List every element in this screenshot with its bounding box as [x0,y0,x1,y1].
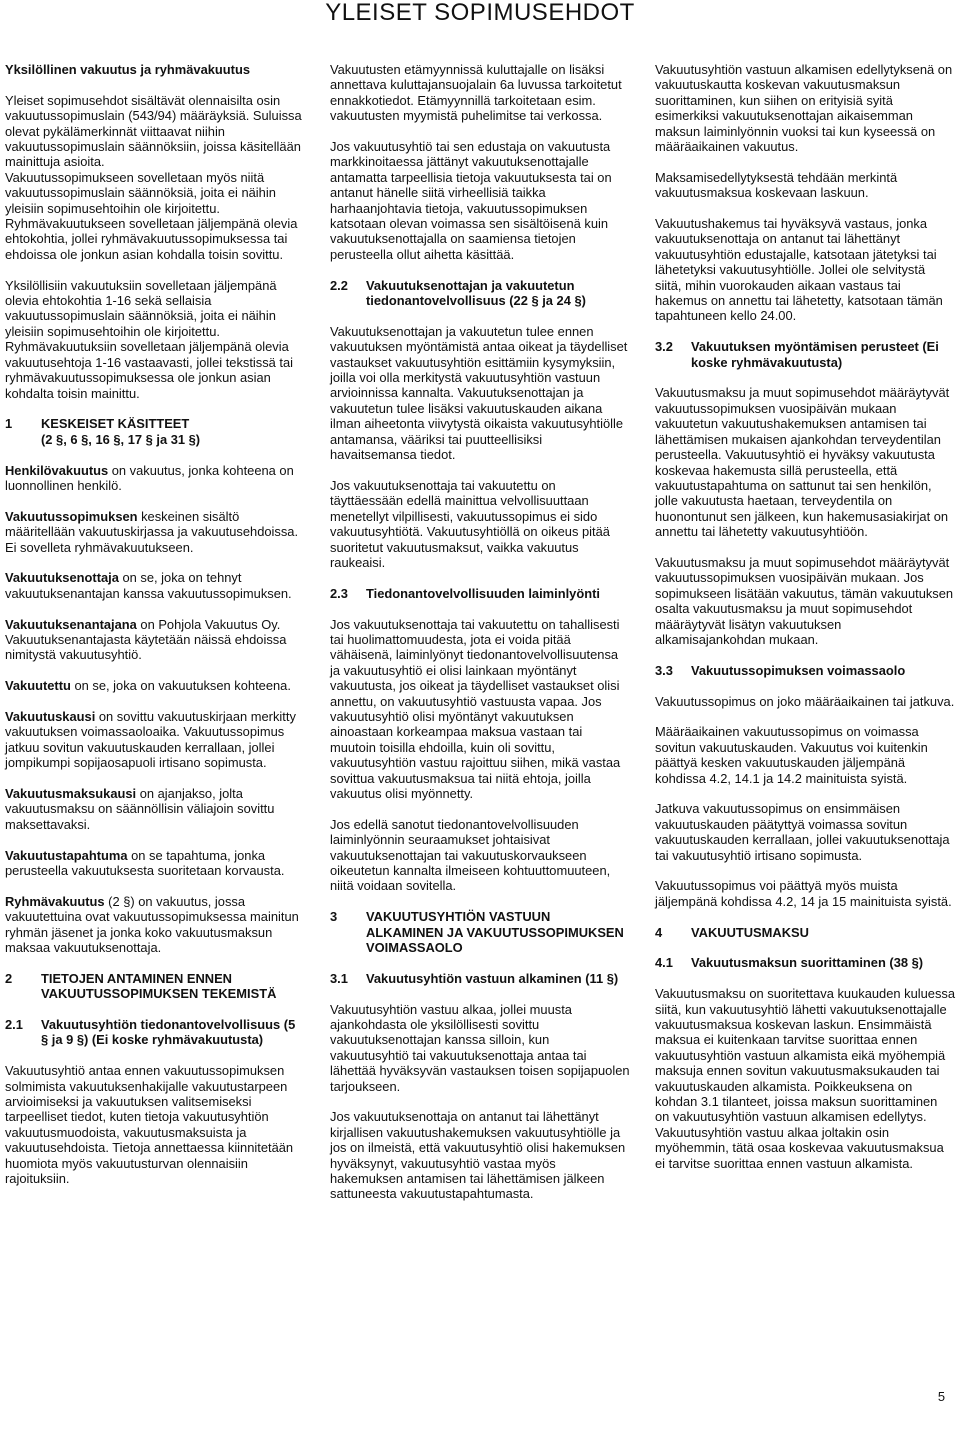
paragraph: Jatkuva vakuutussopimus on ensimmäisen vakuutuskauden päätyttyä voimassa sovitun vakuutuskauden kerrallaan, jollei vakuutuksenottaja tai vakuutusyhtiö irtisano sopimusta. [655,801,950,863]
section-heading-3-2: 3.2 Vakuutuksen myöntämisen perusteet (Ei koske ryhmävakuutusta) [655,339,939,370]
section-heading-2-1: 2.1 Vakuutusyhtiön tiedonantovelvollisuus (5 § ja 9 §) (Ei koske ryhmävakuutusta) [5,1016,296,1048]
paragraph: Jos vakuutuksenottaja tai vakuutettu on tahallisesti tai huolimattomuudesta, jota ei voida pitää vähäisenä, laiminlyönyt tiedonantovelvollisuutensa ja vakuutusyhtiö ei olisi lainkaan myöntänyt vakuutusta, jos oikeat ja täydelliset vastaukset olisi annettu, on vakuutusyhtiö vastuusta vapaa. Jos vakuutusyhtiö olisi myöntänyt vakuutuksen ainoastaan korkeampaa maksua vastaan tai muutoin toisilla ehdoilla, kuin oli sovittu, vakuutusyhtiön vastuu rajoittuu siihen, mikä vastaa sovittua vakuutusmaksua tai niitä ehtoja, joilla vakuutus olisi myönnetty. [330,616,621,801]
section-heading-intro: Yksilöllinen vakuutus ja ryhmävakuutus [5,62,251,77]
section-heading-3-3: 3.3 Vakuutussopimuksen voimassaolo [655,662,906,678]
section-heading-1: 1 KESKEISET KÄSITTEET (2 §, 6 §, 16 §, 17 § ja 31 §) [5,416,201,447]
paragraph: Vakuutusmaksu ja muut sopimusehdot määräytyvät vakuutussopimuksen vuosipäivän mukaan vakuutetun vakuutushakemuksen antamisen tai lähettämisen mukaisen ajankohdan terveydentilan perusteella. Vakuutusyhtiö ei hyväksy vakuutusta koskevaa hakemusta sillä perusteella, että vakuutustapahtuma on sattunut tai sen henkilön, jolle vakuutusta haetaan, terveydentila on huonontunut sen jälkeen, kun hakemusasiakirjat on annettu tai lähetetty vakuutusyhtiöön. [655,385,950,540]
definition: Vakuutuskausi on sovittu vakuutuskirjaan merkitty vakuutuksen voimassaoloaika. Vakuutussopimus jatkuu sovitun vakuutuskauden kerrallaan, jollei jompikumpi sopijaosapuoli irtisano sopimusta. [5,708,296,771]
paragraph: Vakuutuksenottajan ja vakuutetun tulee ennen vakuutuksen myöntämistä antaa oikeat ja täydelliset vastaukset vakuutusyhtiön esittämiin kysymyksiin, joilla voi olla merkitystä vakuutusyhtiön vastuun arvioinnissa kannalta. Vakuutuksenottajan ja vakuutetun tulee lisäksi vakuutuskauden aikana ilman aiheetonta viivytystä oikaista vakuutusyhtiölle antamansa, vääriksi tai puutteellisiksi havaitsemansa tiedot. [330,323,628,463]
section-heading-4: 4 VAKUUTUSMAKSU [655,924,809,940]
column-1 [5,62,305,1202]
section-heading-3: 3 VAKUUTUSYHTIÖN VASTUUN ALKAMINEN JA VAKUUTUSSOPIMUKSEN VOIMASSAOLO [330,909,624,956]
section-heading-2-3: 2.3 Tiedonantovelvollisuuden laiminlyönti [330,585,600,601]
section-heading-3-1: 3.1 Vakuutusyhtiön vastuun alkaminen (11 §) [330,970,619,986]
definition: Vakuutuksenottaja on se, joka on tehnyt vakuutuksenantajan kanssa vakuutussopimuksen. [5,570,292,601]
paragraph: Maksamisedellytyksestä tehdään merkintä vakuutusmaksua koskevaan laskuun. [655,169,898,201]
paragraph: Vakuutusmaksu on suoritettava kuukauden kuluessa siitä, kun vakuutusyhtiö lähetti vakuutuksenottajalle vakuutusmaksua koskevan laskun. Ensimmäistä maksua ei kuitenkaan tarvitse suorittaa ennen vakuutusyhtiön vastuun alkamista eikä myöhempiä maksuja ennen sovitun vakuutusmaksukauden tai vakuutuskauden alkamista. Poikkeuksena on kohdan 3.1 tilanteet, joissa maksun suorittaminen on vakuutusyhtiön vastuun alkamisen edellytys. Vakuutusyhtiön vastuu alkaa joltakin osin myöhemmin, tätä osaa koskevaa vakuutusmaksua ei tarvitse suorittaa ennen vastuun alkamista. [655,986,956,1171]
column-3 [655,62,955,1186]
section-heading-2: 2 TIETOJEN ANTAMINEN ENNEN VAKUUTUSSOPIMUKSEN TEKEMISTÄ [5,970,277,1002]
definition: Vakuutettu on se, joka on vakuutuksen kohteena. [5,678,291,694]
paragraph: Ryhmävakuutukseen sovelletaan jäljempänä olevia ehtokohtia, jollei ryhmävakuutussopimuksessa tai ehdoissa ole jonkun asian kohdalla toisin sovittu. [5,216,298,262]
definition: Henkilövakuutus on vakuutus, jonka kohteena on luonnollinen henkilö. [5,462,294,493]
section-heading-4-1: 4.1 Vakuutusmaksun suorittaminen (38 §) [655,955,924,971]
definition: Vakuutussopimuksen keskeinen sisältö määritellään vakuutuskirjassa ja vakuutusehdoissa. Ei sovelleta ryhmävakuutukseen. [5,508,299,555]
page-number: 5 [937,1389,945,1404]
paragraph: Vakuutussopimus voi päättyä myös muista jäljempänä kohdissa 4.2, 14 ja 15 mainituista syistä. [655,878,952,909]
paragraph: Vakuutusyhtiö antaa ennen vakuutussopimuksen solmimista vakuutuksenhakijalle vakuutustarpeen arvioimiseksi ja vakuutuksen valitsemiseksi tarpeelliset tiedot, kuten tietoja vakuutusyhtiön vakuutusmuodoista, vakuutusmaksuista ja vakuutusehdoista. Tietoja annettaessa kiinnitetään huomiota myös vakuutusturvan olennaisiin rajoituksiin. [5,1063,294,1187]
paragraph: Jos vakuutuksenottaja on antanut tai lähettänyt kirjallisen vakuutushakemuksen vakuutusyhtiölle ja jos on ilmeistä, että vakuutusyhtiö olisi hakemuksen hyväksynyt, vakuutusyhtiö vastaa myös hakemuksen antamisen tai lähettämisen jälkeen sattuneesta vakuutustapahtumasta. [330,1109,626,1202]
paragraph: Jos vakuutuksenottaja tai vakuutettu on täyttäessään edellä mainittua velvollisuuttaan menetellyt vilpillisesti, vakuutussopimus ei sido vakuutusyhtiötä. Vakuutusyhtiöllä on oikeus pitää suoritetut vakuutusmaksut, vaikka vakuutus raukeaisi. [330,477,610,570]
definition: Vakuutuksenantajana on Pohjola Vakuutus Oy. Vakuutuksenantajasta käytetään näissä ehdoissa nimitystä vakuutusyhtiö. [5,616,287,663]
section-heading-2-2: 2.2 Vakuutuksenottajan ja vakuutetun tiedonantovelvollisuus (22 § ja 24 §) [330,277,586,309]
paragraph: Jos edellä sanotut tiedonantovelvollisuuden laiminlyönnin seuraamukset johtaisivat vakuutuksenottajan tai vakuutuskorvaukseen oikeutetun kannalta ilmeiseen kohtuuttomuuteen, niitä voidaan sovitella. [330,816,611,894]
paragraph: Määräaikainen vakuutussopimus on voimassa sovitun vakuutuskauden. Vakuutus voi kuitenkin päättyä kesken vakuutuskauden jäljempänä kohdissa 4.2, 14.1 ja 14.2 mainituista syistä. [655,724,928,786]
page-title: YLEISET SOPIMUSEHDOT [325,0,635,26]
paragraph: Yksilöllisiin vakuutuksiin sovelletaan jäljempänä olevia ehtokohtia 1-16 sekä sellaisia vakuutussopimuslain säännöksiä, joita ei näihin yleisiin sopimusehtoihin ole kirjoitettu. [5,277,277,339]
paragraph: Vakuutusten etämyynnissä kuluttajalle on lisäksi annettava kuluttajansuojalain 6a luvussa tarkoitetut ennakkotiedot. Etämyynnillä tarkoitetaan esim. vakuutusten myymistä puhelimitse tai verkossa. [330,62,622,124]
paragraph: Vakuutushakemus tai hyväksyvä vastaus, jonka vakuutuksenottaja on antanut tai lähettänyt vakuutusyhtiön edustajalle, katsotaan jätetyksi tai lähetetyksi vakuutusyhtiölle. Jollei ole selvitystä siitä, mihin vuorokauden aikaan vastaus tai hakemus on annettu tai lähetetty, katsotaan tämän tapahtuneen kello 24.00. [655,216,943,324]
paragraph: Vakuutusyhtiön vastuun alkamisen edellytyksenä on vakuutuskautta koskevan vakuutusmaksun suorittaminen, kun siihen on erityisiä syitä esimerkiksi vakuutuksenottajan aikaisemman maksun laiminlyönnin vuoksi tai kun kyseessä on määräaikainen vakuutus. [655,62,953,155]
definition: Vakuutusmaksukausi on ajanjakso, jolta vakuutusmaksu on säännöllisin väliajoin sovittu maksettavaksi. [5,785,275,832]
definition: Ryhmävakuutus (2 §) on vakuutus, jossa vakuutettuina ovat vakuutussopimuksessa mainitun ryhmän jäsenet ja jonka koko vakuutusmaksun maksaa vakuutuksenottaja. [5,893,299,955]
paragraph: Vakuutussopimus on joko määräaikainen tai jatkuva. [655,693,955,709]
paragraph: Yleiset sopimusehdot sisältävät olennaisilta osin vakuutussopimuslain (543/94) määräyksiä. Suluissa olevat pykälämerkinnät viittaavat niihin vakuutussopimuslain säännöksiin, joissa käsitellään mainittuja asioita. [5,92,302,170]
paragraph: Ryhmävakuutuksiin sovelletaan jäljempänä olevia vakuutusehtoja 1-16 vastaavasti, jollei tekstissä tai ryhmävakuutussopimuksessa ole jonkun asian kohdalta toisin mainittu. [5,339,294,401]
paragraph: Vakuutusmaksu ja muut sopimusehdot määräytyvät vakuutussopimuksen vuosipäivän mukaan. Jos sopimukseen lisätään vakuutus, tämän vakuutuksen osalta vakuutusmaksu ja muut sopimusehdot määräytyvät lisätyn vakuutuksen alkamisajankohdan mukaan. [655,554,954,647]
definition: Vakuutustapahtuma on se tapahtuma, jonka perusteella vakuutuksesta suoritetaan korvausta. [5,847,285,878]
paragraph: Vakuutussopimukseen sovelletaan myös niitä vakuutussopimuslain säännöksiä, joita ei näihin yleisiin sopimusehtoihin ole kirjoitettu. [5,169,276,216]
column-2 [330,62,630,1217]
paragraph: Vakuutusyhtiön vastuu alkaa, jollei muusta ajankohdasta ole yksilöllisesti sovittu vakuutuksenottajan kanssa silloin, kun vakuutusyhtiö tai vakuutuksenottaja antaa tai lähettää hyväksyvän vastauksen toisen sopijapuolen tarjoukseen. [330,1001,630,1094]
paragraph: Jos vakuutusyhtiö tai sen edustaja on vakuutusta markkinoitaessa jättänyt vakuutuksenottajalle antamatta tarpeellisia tietoja vakuutuksesta tai on antanut hänelle siitä virheellisiä taikka harhaanjohtavia tietoja, vakuutussopimuksen katsotaan olevan voimassa sen sisältöisenä kuin vakuutuksenottajalla on saamiensa tietojen perusteella ollut aihetta käsittää. [330,139,612,262]
